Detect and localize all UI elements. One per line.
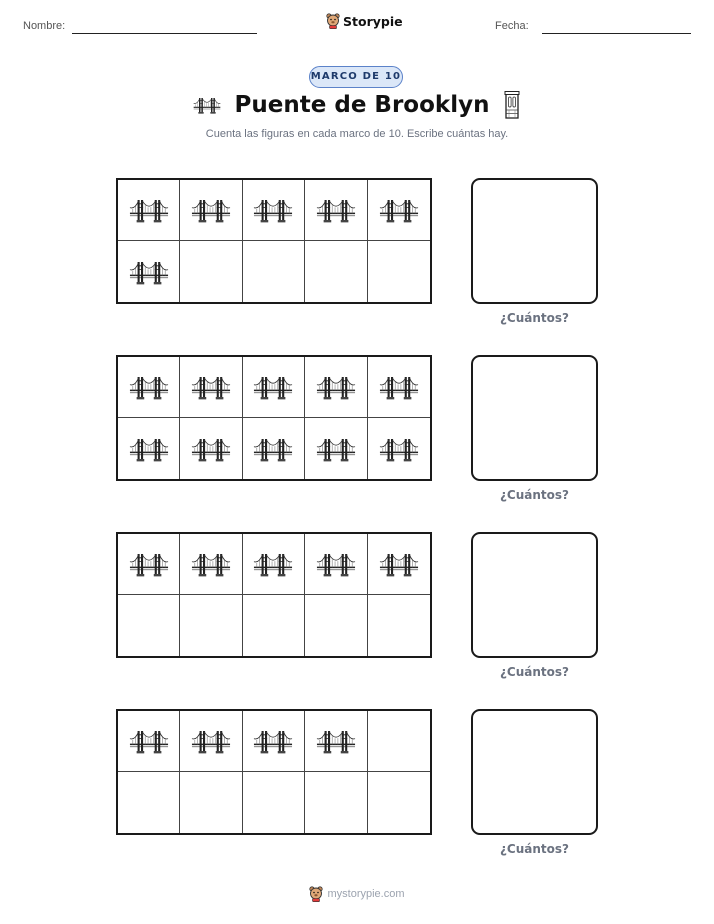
frame-cell: [118, 711, 180, 772]
frame-cell: [368, 595, 430, 656]
bridge-icon: [253, 374, 293, 400]
bridge-icon: [129, 728, 169, 754]
frame-cell: [118, 357, 180, 418]
bridge-icon: [129, 436, 169, 462]
bridge-icon: [253, 197, 293, 223]
bridge-icon: [129, 374, 169, 400]
bridge-icon: [253, 728, 293, 754]
frame-cell: [368, 357, 430, 418]
bridge-icon: [191, 551, 231, 577]
bridge-icon: [316, 551, 356, 577]
frame-cell: [180, 595, 242, 656]
frame-cell: [305, 711, 367, 772]
bridge-icon: [316, 728, 356, 754]
ten-frame: [116, 532, 432, 658]
frame-cell: [243, 711, 305, 772]
bridge-icon: [191, 728, 231, 754]
frame-cell: [368, 772, 430, 833]
bridge-icon: [379, 197, 419, 223]
answer-box[interactable]: [471, 355, 598, 481]
ten-frame: [116, 709, 432, 835]
instructions: Cuenta las figuras en cada marco de 10. Escribe cuántas hay.: [205, 128, 509, 140]
frame-cell: [305, 180, 367, 241]
logo-text: Storypie: [343, 13, 403, 29]
tower-icon: [503, 90, 521, 120]
date-line[interactable]: [542, 33, 691, 34]
frame-cell: [118, 772, 180, 833]
bridge-icon: [379, 551, 419, 577]
answer-label: ¿Cuántos?: [499, 488, 570, 502]
frame-cell: [368, 241, 430, 302]
bridge-icon: [193, 95, 221, 115]
title-row: [0, 90, 714, 120]
name-label: Nombre:: [23, 20, 66, 32]
frame-cell: [368, 180, 430, 241]
frame-cell: [243, 418, 305, 479]
frame-cell: [243, 241, 305, 302]
bridge-icon: [129, 551, 169, 577]
frame-cell: [180, 357, 242, 418]
frame-cell: [180, 418, 242, 479]
bridge-icon: [379, 436, 419, 462]
bridge-icon: [191, 374, 231, 400]
frame-cell: [243, 180, 305, 241]
answer-label: ¿Cuántos?: [499, 842, 570, 856]
frame-cell: [180, 534, 242, 595]
bear-icon: [326, 13, 340, 29]
bridge-icon: [129, 197, 169, 223]
bridge-icon: [253, 551, 293, 577]
ten-frame: [116, 178, 432, 304]
frame-cell: [243, 357, 305, 418]
frame-cell: [305, 418, 367, 479]
answer-label: ¿Cuántos?: [499, 311, 570, 325]
bridge-icon: [253, 436, 293, 462]
frame-cell: [118, 595, 180, 656]
name-line[interactable]: [72, 33, 257, 34]
frame-cell: [368, 711, 430, 772]
page-title: Puente de Brooklyn: [234, 92, 490, 118]
frame-cell: [305, 772, 367, 833]
bridge-icon: [316, 436, 356, 462]
worksheet-badge: MARCO DE 10: [309, 66, 403, 88]
frame-cell: [305, 241, 367, 302]
bridge-icon: [316, 374, 356, 400]
frame-cell: [368, 534, 430, 595]
frame-cell: [118, 418, 180, 479]
footer: [0, 886, 714, 902]
frame-cell: [118, 180, 180, 241]
bridge-icon: [379, 374, 419, 400]
frame-cell: [305, 595, 367, 656]
answer-label: ¿Cuántos?: [499, 665, 570, 679]
frame-cell: [180, 241, 242, 302]
bridge-icon: [129, 259, 169, 285]
answer-box[interactable]: [471, 709, 598, 835]
bear-icon: [309, 886, 323, 902]
frame-cell: [243, 534, 305, 595]
bridge-icon: [191, 436, 231, 462]
frame-cell: [305, 534, 367, 595]
bridge-icon: [191, 197, 231, 223]
frame-cell: [118, 534, 180, 595]
frame-cell: [180, 180, 242, 241]
frame-cell: [180, 772, 242, 833]
frame-cell: [305, 357, 367, 418]
answer-box[interactable]: [471, 532, 598, 658]
frame-cell: [243, 772, 305, 833]
frame-cell: [180, 711, 242, 772]
ten-frame: [116, 355, 432, 481]
frame-cell: [118, 241, 180, 302]
frame-cell: [243, 595, 305, 656]
date-label: Fecha:: [495, 20, 529, 32]
footer-url: mystorypie.com: [327, 888, 405, 900]
storypie-logo: [326, 13, 403, 29]
bridge-icon: [316, 197, 356, 223]
frame-cell: [368, 418, 430, 479]
answer-box[interactable]: [471, 178, 598, 304]
